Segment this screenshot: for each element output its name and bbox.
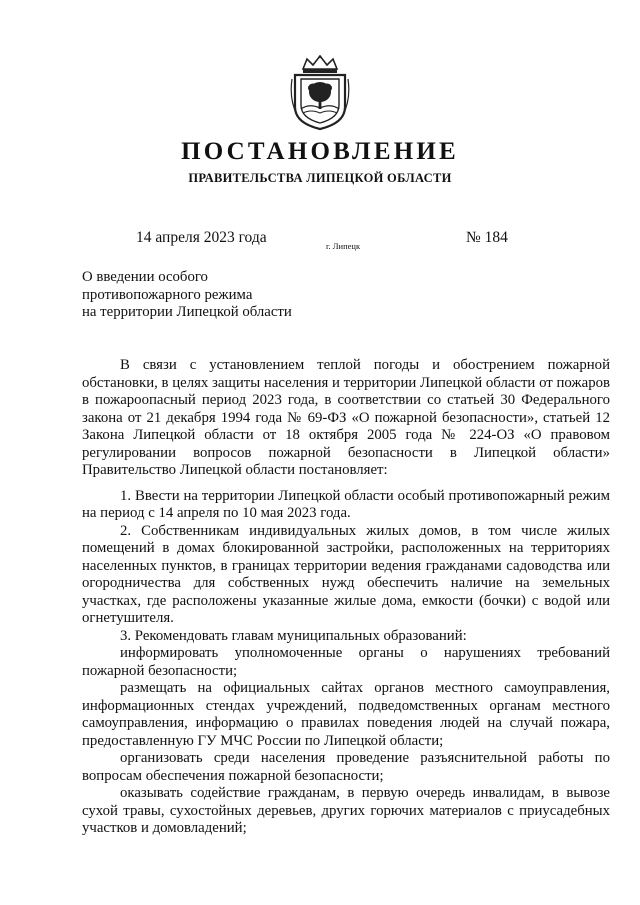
intro-paragraph: В связи с установлением теплой погоды и обострением пожарной обстановки, в целях защиты населения и территории Липецкой области от пожаров в пожароопасный период 2023 года, в соответствии со статьей 30 Федерального закона от 21 декабря 1994 года № 69-ФЗ «О пожарной безопасности», статьей 12 Закона Липецкой области от 18 октября 2005 года № 224-ОЗ «О правовом регулировании вопросов пожарной безопасности в Липецкой области» Правительство Липецкой области постановляет: (82, 357, 610, 478)
document-subtitle: ПРАВИТЕЛЬСТВА ЛИПЕЦКОЙ ОБЛАСТИ (188, 171, 452, 185)
about-line: противопожарного режима (82, 286, 253, 303)
body-paragraph: информировать уполномоченные органы о нарушениях требований пожарной безопасности; (82, 645, 610, 679)
body-paragraph: оказывать содействие гражданам, в первую очередь инвалидам, в вывозе сухой травы, сухостойных деревьев, других горючих материалов с приусадебных участков и домовладений; (82, 785, 610, 836)
about-line: на территории Липецкой области (82, 304, 292, 320)
document-number: № 184 (466, 229, 508, 246)
document-about (82, 269, 342, 322)
body-paragraph: организовать среди населения проведение разъяснительной работы по вопросам обеспечения пожарной безопасности; (82, 750, 610, 784)
document-city: г. Липецк (326, 241, 361, 251)
body-paragraph: 3. Рекомендовать главам муниципальных образований: (120, 627, 467, 644)
lipetsk-coat-of-arms-icon (289, 55, 351, 131)
document-title: ПОСТАНОВЛЕНИЕ (181, 138, 459, 165)
body-paragraph: 1. Ввести на территории Липецкой области особый противопожарный режим на период с 14 апреля по 10 мая 2023 года. (82, 487, 610, 521)
body-paragraph: размещать на официальных сайтах органов местного самоуправления, информационных стендах учреждений, подведомственных органам местного самоуправления, информацию о правилах поведения людей на случай пожара, предоставленную ГУ МЧС России по Липецкой области; (82, 680, 610, 749)
about-line: О введении особого (82, 269, 208, 285)
document-body (82, 357, 610, 838)
body-paragraph: 2. Собственникам индивидуальных жилых домов, в том числе жилых помещений в домах блокированной застройки, расположенных на территориях населенных пунктов, в границах территории ведения гражданами садоводства или огородничества для собственных нужд обеспечить наличие на земельных участках, где расположены указанные жилые дома, емкости (бочки) с водой или огнетушителя. (82, 522, 610, 626)
document-date: 14 апреля 2023 года (136, 229, 267, 246)
